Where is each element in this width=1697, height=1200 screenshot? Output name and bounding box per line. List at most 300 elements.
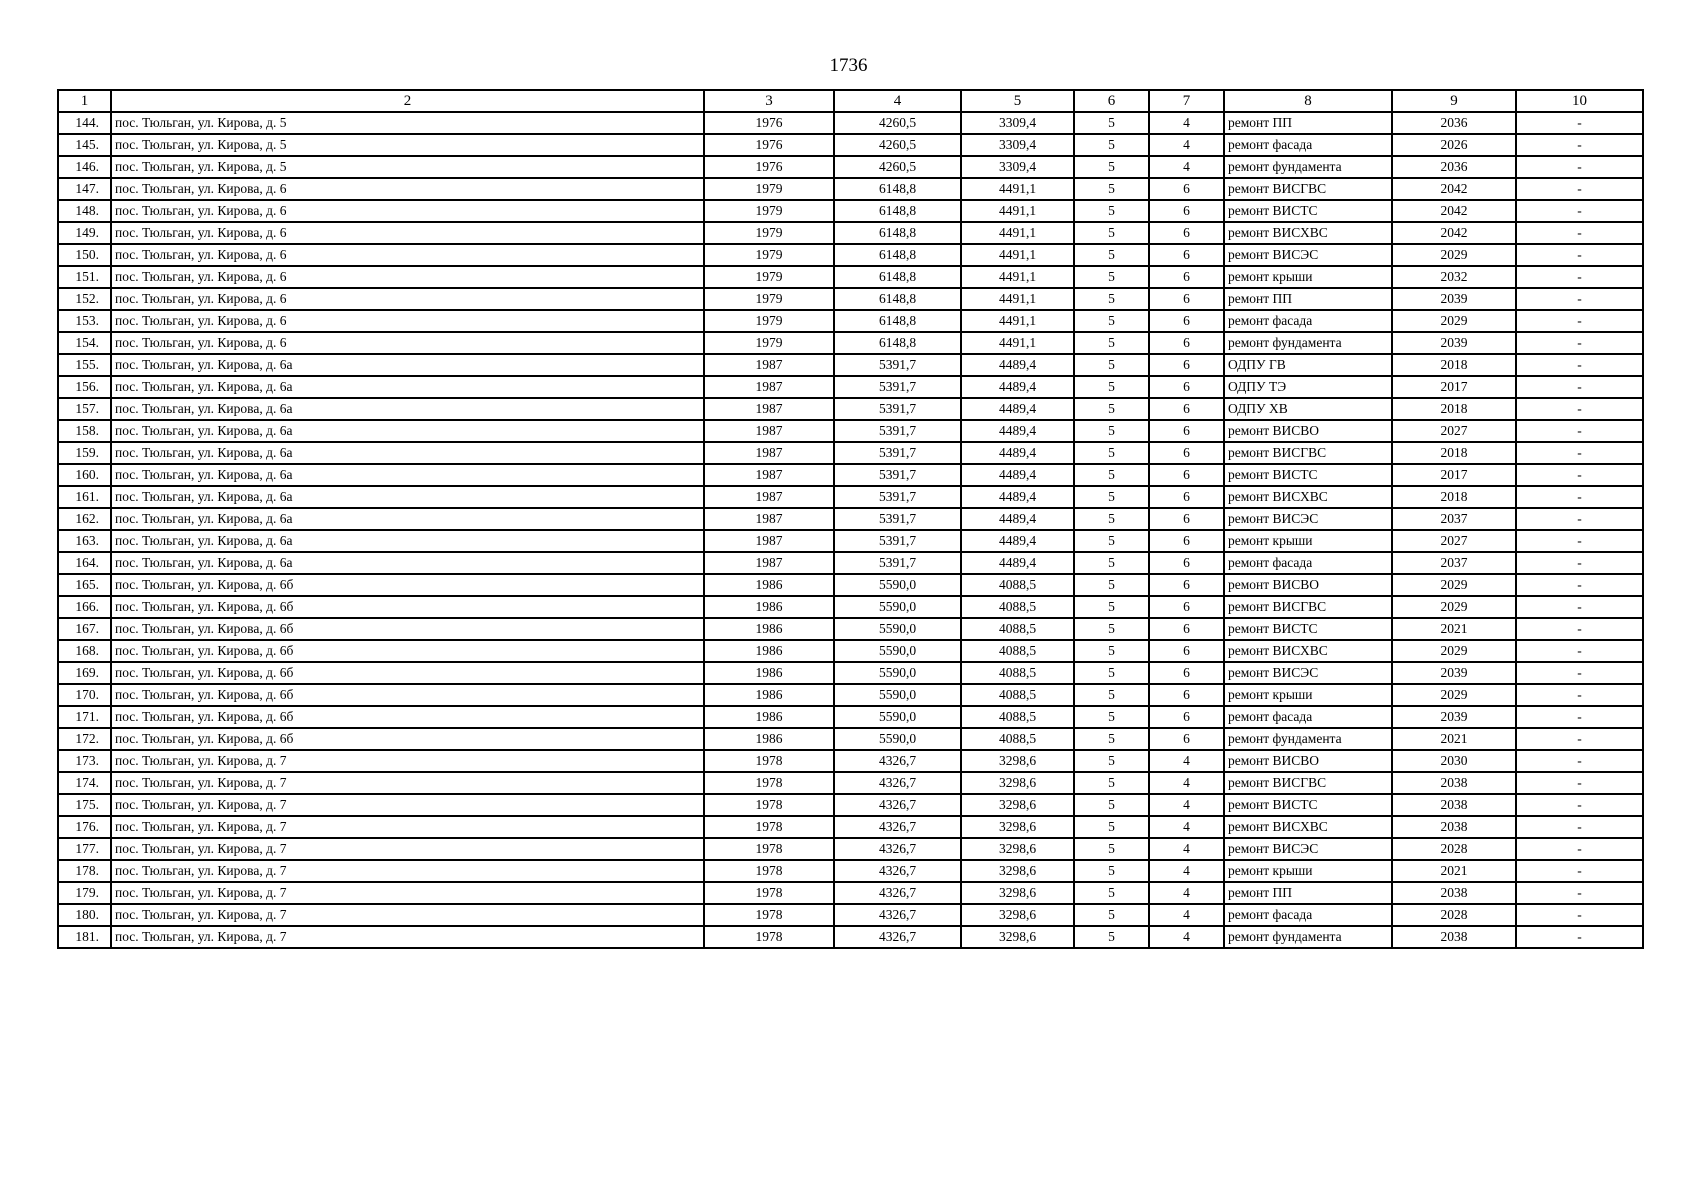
cell-planned-year: 2027 — [1392, 420, 1516, 442]
column-header: 8 — [1224, 90, 1392, 112]
table-row — [58, 618, 1643, 640]
cell-work-type: ремонт ВИСГВС — [1224, 772, 1392, 794]
cell-address: пос. Тюльган, ул. Кирова, д. 6б — [111, 618, 704, 640]
cell-total-area: 5590,0 — [834, 728, 961, 750]
cell-address: пос. Тюльган, ул. Кирова, д. 6 — [111, 200, 704, 222]
cell-row-number: 157. — [58, 398, 111, 420]
cell-work-type: ремонт ВИСГВС — [1224, 596, 1392, 618]
column-header: 10 — [1516, 90, 1643, 112]
cell-living-area: 4489,4 — [961, 442, 1074, 464]
cell-total-area: 4260,5 — [834, 112, 961, 134]
table-row — [58, 794, 1643, 816]
cell-floors: 5 — [1074, 750, 1149, 772]
cell-living-area: 4088,5 — [961, 574, 1074, 596]
cell-note: - — [1516, 508, 1643, 530]
cell-living-area: 4489,4 — [961, 508, 1074, 530]
cell-total-area: 5590,0 — [834, 640, 961, 662]
table-row — [58, 706, 1643, 728]
cell-row-number: 175. — [58, 794, 111, 816]
table-row — [58, 464, 1643, 486]
cell-work-type: ОДПУ ТЭ — [1224, 376, 1392, 398]
cell-address: пос. Тюльган, ул. Кирова, д. 6а — [111, 376, 704, 398]
cell-planned-year: 2028 — [1392, 904, 1516, 926]
cell-planned-year: 2042 — [1392, 200, 1516, 222]
cell-address: пос. Тюльган, ул. Кирова, д. 6 — [111, 288, 704, 310]
cell-entrances: 6 — [1149, 596, 1224, 618]
cell-entrances: 4 — [1149, 794, 1224, 816]
cell-entrances: 6 — [1149, 728, 1224, 750]
cell-total-area: 5391,7 — [834, 398, 961, 420]
cell-row-number: 172. — [58, 728, 111, 750]
cell-note: - — [1516, 486, 1643, 508]
cell-address: пос. Тюльган, ул. Кирова, д. 6а — [111, 486, 704, 508]
cell-total-area: 6148,8 — [834, 288, 961, 310]
cell-floors: 5 — [1074, 464, 1149, 486]
cell-total-area: 6148,8 — [834, 200, 961, 222]
cell-floors: 5 — [1074, 222, 1149, 244]
table-row — [58, 530, 1643, 552]
column-header: 3 — [704, 90, 834, 112]
cell-work-type: ремонт ВИСЭС — [1224, 838, 1392, 860]
cell-year-built: 1978 — [704, 860, 834, 882]
table-row — [58, 750, 1643, 772]
cell-work-type: ремонт крыши — [1224, 860, 1392, 882]
cell-note: - — [1516, 904, 1643, 926]
cell-total-area: 4326,7 — [834, 794, 961, 816]
cell-floors: 5 — [1074, 398, 1149, 420]
cell-floors: 5 — [1074, 706, 1149, 728]
cell-row-number: 160. — [58, 464, 111, 486]
cell-planned-year: 2028 — [1392, 838, 1516, 860]
cell-address: пос. Тюльган, ул. Кирова, д. 6а — [111, 398, 704, 420]
table-row — [58, 816, 1643, 838]
cell-work-type: ремонт ВИСХВС — [1224, 640, 1392, 662]
table-row — [58, 860, 1643, 882]
cell-planned-year: 2042 — [1392, 178, 1516, 200]
cell-row-number: 180. — [58, 904, 111, 926]
cell-work-type: ремонт фасада — [1224, 552, 1392, 574]
table-row — [58, 574, 1643, 596]
cell-planned-year: 2038 — [1392, 772, 1516, 794]
cell-planned-year: 2036 — [1392, 156, 1516, 178]
cell-planned-year: 2018 — [1392, 486, 1516, 508]
cell-entrances: 6 — [1149, 574, 1224, 596]
cell-year-built: 1987 — [704, 398, 834, 420]
cell-work-type: ремонт ВИСВО — [1224, 420, 1392, 442]
cell-work-type: ремонт фундамента — [1224, 332, 1392, 354]
cell-living-area: 4489,4 — [961, 486, 1074, 508]
cell-entrances: 4 — [1149, 134, 1224, 156]
cell-year-built: 1979 — [704, 222, 834, 244]
cell-entrances: 6 — [1149, 222, 1224, 244]
cell-note: - — [1516, 156, 1643, 178]
column-header: 4 — [834, 90, 961, 112]
cell-row-number: 162. — [58, 508, 111, 530]
cell-address: пос. Тюльган, ул. Кирова, д. 7 — [111, 838, 704, 860]
cell-total-area: 5391,7 — [834, 552, 961, 574]
table-body — [58, 112, 1643, 948]
cell-floors: 5 — [1074, 200, 1149, 222]
cell-work-type: ремонт ВИСХВС — [1224, 222, 1392, 244]
cell-total-area: 5590,0 — [834, 684, 961, 706]
cell-work-type: ремонт ВИСГВС — [1224, 442, 1392, 464]
cell-year-built: 1979 — [704, 310, 834, 332]
cell-entrances: 6 — [1149, 486, 1224, 508]
cell-work-type: ремонт ВИСВО — [1224, 574, 1392, 596]
cell-floors: 5 — [1074, 882, 1149, 904]
table-row — [58, 178, 1643, 200]
cell-work-type: ремонт ПП — [1224, 882, 1392, 904]
cell-address: пос. Тюльган, ул. Кирова, д. 6 — [111, 178, 704, 200]
cell-planned-year: 2036 — [1392, 112, 1516, 134]
cell-entrances: 6 — [1149, 442, 1224, 464]
cell-total-area: 5391,7 — [834, 442, 961, 464]
cell-living-area: 4489,4 — [961, 354, 1074, 376]
cell-total-area: 5391,7 — [834, 508, 961, 530]
cell-address: пос. Тюльган, ул. Кирова, д. 7 — [111, 794, 704, 816]
cell-note: - — [1516, 288, 1643, 310]
cell-note: - — [1516, 662, 1643, 684]
cell-entrances: 6 — [1149, 354, 1224, 376]
cell-total-area: 5590,0 — [834, 662, 961, 684]
cell-address: пос. Тюльган, ул. Кирова, д. 7 — [111, 926, 704, 948]
cell-work-type: ремонт крыши — [1224, 530, 1392, 552]
cell-row-number: 166. — [58, 596, 111, 618]
cell-row-number: 147. — [58, 178, 111, 200]
cell-living-area: 4088,5 — [961, 596, 1074, 618]
cell-address: пос. Тюльган, ул. Кирова, д. 6б — [111, 706, 704, 728]
cell-address: пос. Тюльган, ул. Кирова, д. 5 — [111, 112, 704, 134]
cell-total-area: 4260,5 — [834, 156, 961, 178]
cell-planned-year: 2021 — [1392, 618, 1516, 640]
cell-living-area: 3298,6 — [961, 882, 1074, 904]
cell-entrances: 6 — [1149, 420, 1224, 442]
cell-row-number: 181. — [58, 926, 111, 948]
cell-year-built: 1987 — [704, 354, 834, 376]
cell-living-area: 4088,5 — [961, 618, 1074, 640]
cell-year-built: 1976 — [704, 134, 834, 156]
cell-living-area: 4491,1 — [961, 288, 1074, 310]
cell-planned-year: 2037 — [1392, 552, 1516, 574]
cell-row-number: 146. — [58, 156, 111, 178]
cell-living-area: 4489,4 — [961, 420, 1074, 442]
cell-floors: 5 — [1074, 794, 1149, 816]
cell-address: пос. Тюльган, ул. Кирова, д. 7 — [111, 904, 704, 926]
cell-living-area: 4491,1 — [961, 244, 1074, 266]
cell-address: пос. Тюльган, ул. Кирова, д. 6а — [111, 552, 704, 574]
cell-note: - — [1516, 926, 1643, 948]
cell-living-area: 3309,4 — [961, 134, 1074, 156]
cell-year-built: 1987 — [704, 442, 834, 464]
cell-floors: 5 — [1074, 354, 1149, 376]
cell-row-number: 148. — [58, 200, 111, 222]
table-row — [58, 376, 1643, 398]
cell-planned-year: 2026 — [1392, 134, 1516, 156]
cell-floors: 5 — [1074, 112, 1149, 134]
cell-entrances: 6 — [1149, 376, 1224, 398]
cell-living-area: 4088,5 — [961, 640, 1074, 662]
table-row — [58, 486, 1643, 508]
cell-note: - — [1516, 684, 1643, 706]
cell-planned-year: 2017 — [1392, 376, 1516, 398]
cell-floors: 5 — [1074, 662, 1149, 684]
cell-entrances: 6 — [1149, 310, 1224, 332]
table-row — [58, 112, 1643, 134]
cell-entrances: 4 — [1149, 156, 1224, 178]
cell-total-area: 6148,8 — [834, 266, 961, 288]
cell-entrances: 4 — [1149, 816, 1224, 838]
cell-row-number: 173. — [58, 750, 111, 772]
cell-planned-year: 2021 — [1392, 860, 1516, 882]
cell-work-type: ремонт ВИСГВС — [1224, 178, 1392, 200]
cell-entrances: 6 — [1149, 266, 1224, 288]
cell-entrances: 6 — [1149, 398, 1224, 420]
cell-note: - — [1516, 552, 1643, 574]
cell-work-type: ремонт крыши — [1224, 266, 1392, 288]
cell-living-area: 3309,4 — [961, 156, 1074, 178]
cell-floors: 5 — [1074, 618, 1149, 640]
cell-living-area: 4491,1 — [961, 200, 1074, 222]
cell-floors: 5 — [1074, 332, 1149, 354]
table-row — [58, 552, 1643, 574]
cell-note: - — [1516, 200, 1643, 222]
cell-year-built: 1979 — [704, 244, 834, 266]
cell-row-number: 165. — [58, 574, 111, 596]
cell-planned-year: 2039 — [1392, 288, 1516, 310]
cell-work-type: ОДПУ ХВ — [1224, 398, 1392, 420]
cell-row-number: 170. — [58, 684, 111, 706]
cell-living-area: 4088,5 — [961, 684, 1074, 706]
cell-note: - — [1516, 178, 1643, 200]
cell-planned-year: 2029 — [1392, 684, 1516, 706]
cell-row-number: 164. — [58, 552, 111, 574]
cell-total-area: 5391,7 — [834, 376, 961, 398]
cell-total-area: 4326,7 — [834, 904, 961, 926]
cell-entrances: 6 — [1149, 706, 1224, 728]
cell-row-number: 171. — [58, 706, 111, 728]
cell-planned-year: 2018 — [1392, 442, 1516, 464]
cell-year-built: 1978 — [704, 772, 834, 794]
cell-note: - — [1516, 706, 1643, 728]
cell-living-area: 4489,4 — [961, 552, 1074, 574]
cell-row-number: 154. — [58, 332, 111, 354]
cell-work-type: ремонт ВИСХВС — [1224, 816, 1392, 838]
table-row — [58, 442, 1643, 464]
column-header: 5 — [961, 90, 1074, 112]
cell-address: пос. Тюльган, ул. Кирова, д. 6а — [111, 530, 704, 552]
cell-year-built: 1987 — [704, 486, 834, 508]
cell-work-type: ремонт фундамента — [1224, 728, 1392, 750]
cell-total-area: 5391,7 — [834, 486, 961, 508]
cell-living-area: 4491,1 — [961, 222, 1074, 244]
cell-floors: 5 — [1074, 904, 1149, 926]
cell-total-area: 4326,7 — [834, 772, 961, 794]
cell-floors: 5 — [1074, 486, 1149, 508]
column-header: 9 — [1392, 90, 1516, 112]
cell-entrances: 4 — [1149, 904, 1224, 926]
cell-year-built: 1987 — [704, 552, 834, 574]
table-row — [58, 662, 1643, 684]
column-header: 1 — [58, 90, 111, 112]
cell-work-type: ремонт ВИСЭС — [1224, 508, 1392, 530]
cell-address: пос. Тюльган, ул. Кирова, д. 6а — [111, 508, 704, 530]
cell-living-area: 4491,1 — [961, 178, 1074, 200]
cell-note: - — [1516, 838, 1643, 860]
cell-row-number: 174. — [58, 772, 111, 794]
cell-living-area: 4088,5 — [961, 706, 1074, 728]
cell-year-built: 1978 — [704, 838, 834, 860]
cell-entrances: 4 — [1149, 112, 1224, 134]
cell-address: пос. Тюльган, ул. Кирова, д. 6 — [111, 332, 704, 354]
cell-year-built: 1987 — [704, 376, 834, 398]
cell-work-type: ремонт ВИСЭС — [1224, 244, 1392, 266]
cell-note: - — [1516, 134, 1643, 156]
cell-note: - — [1516, 266, 1643, 288]
cell-floors: 5 — [1074, 926, 1149, 948]
cell-work-type: ОДПУ ГВ — [1224, 354, 1392, 376]
cell-note: - — [1516, 530, 1643, 552]
cell-living-area: 3298,6 — [961, 860, 1074, 882]
cell-work-type: ремонт фасада — [1224, 706, 1392, 728]
cell-note: - — [1516, 420, 1643, 442]
cell-note: - — [1516, 882, 1643, 904]
cell-total-area: 5391,7 — [834, 354, 961, 376]
cell-floors: 5 — [1074, 420, 1149, 442]
cell-planned-year: 2039 — [1392, 332, 1516, 354]
table-row — [58, 134, 1643, 156]
cell-living-area: 3298,6 — [961, 750, 1074, 772]
cell-total-area: 5590,0 — [834, 706, 961, 728]
cell-floors: 5 — [1074, 288, 1149, 310]
cell-floors: 5 — [1074, 530, 1149, 552]
cell-total-area: 4326,7 — [834, 926, 961, 948]
cell-note: - — [1516, 222, 1643, 244]
cell-planned-year: 2017 — [1392, 464, 1516, 486]
cell-floors: 5 — [1074, 860, 1149, 882]
cell-entrances: 4 — [1149, 838, 1224, 860]
cell-row-number: 177. — [58, 838, 111, 860]
cell-address: пос. Тюльган, ул. Кирова, д. 6 — [111, 244, 704, 266]
cell-work-type: ремонт крыши — [1224, 684, 1392, 706]
cell-planned-year: 2018 — [1392, 354, 1516, 376]
cell-entrances: 4 — [1149, 882, 1224, 904]
cell-address: пос. Тюльган, ул. Кирова, д. 6а — [111, 420, 704, 442]
cell-address: пос. Тюльган, ул. Кирова, д. 6б — [111, 684, 704, 706]
cell-entrances: 4 — [1149, 860, 1224, 882]
cell-note: - — [1516, 442, 1643, 464]
cell-planned-year: 2038 — [1392, 816, 1516, 838]
cell-year-built: 1987 — [704, 464, 834, 486]
cell-work-type: ремонт фасада — [1224, 310, 1392, 332]
cell-entrances: 6 — [1149, 662, 1224, 684]
cell-floors: 5 — [1074, 376, 1149, 398]
table-row — [58, 772, 1643, 794]
table-row — [58, 244, 1643, 266]
cell-note: - — [1516, 332, 1643, 354]
cell-note: - — [1516, 618, 1643, 640]
cell-year-built: 1986 — [704, 706, 834, 728]
cell-address: пос. Тюльган, ул. Кирова, д. 6а — [111, 442, 704, 464]
cell-row-number: 167. — [58, 618, 111, 640]
cell-year-built: 1986 — [704, 596, 834, 618]
cell-entrances: 6 — [1149, 178, 1224, 200]
cell-year-built: 1979 — [704, 200, 834, 222]
cell-year-built: 1987 — [704, 508, 834, 530]
cell-address: пос. Тюльган, ул. Кирова, д. 7 — [111, 816, 704, 838]
cell-living-area: 4489,4 — [961, 376, 1074, 398]
cell-total-area: 4326,7 — [834, 838, 961, 860]
table-row — [58, 596, 1643, 618]
cell-row-number: 158. — [58, 420, 111, 442]
cell-year-built: 1986 — [704, 618, 834, 640]
cell-address: пос. Тюльган, ул. Кирова, д. 6а — [111, 354, 704, 376]
cell-total-area: 5391,7 — [834, 464, 961, 486]
cell-planned-year: 2038 — [1392, 794, 1516, 816]
cell-address: пос. Тюльган, ул. Кирова, д. 6 — [111, 310, 704, 332]
cell-entrances: 4 — [1149, 750, 1224, 772]
cell-address: пос. Тюльган, ул. Кирова, д. 6 — [111, 266, 704, 288]
column-header: 7 — [1149, 90, 1224, 112]
table-row — [58, 310, 1643, 332]
cell-row-number: 161. — [58, 486, 111, 508]
cell-year-built: 1976 — [704, 156, 834, 178]
cell-year-built: 1978 — [704, 816, 834, 838]
cell-entrances: 4 — [1149, 926, 1224, 948]
cell-note: - — [1516, 354, 1643, 376]
cell-floors: 5 — [1074, 772, 1149, 794]
cell-note: - — [1516, 310, 1643, 332]
table-row — [58, 640, 1643, 662]
table-row — [58, 156, 1643, 178]
cell-year-built: 1978 — [704, 750, 834, 772]
cell-work-type: ремонт ВИСТС — [1224, 464, 1392, 486]
cell-work-type: ремонт фасада — [1224, 904, 1392, 926]
cell-work-type: ремонт фундамента — [1224, 926, 1392, 948]
cell-address: пос. Тюльган, ул. Кирова, д. 5 — [111, 156, 704, 178]
cell-year-built: 1986 — [704, 728, 834, 750]
cell-total-area: 6148,8 — [834, 244, 961, 266]
table-row — [58, 508, 1643, 530]
cell-note: - — [1516, 244, 1643, 266]
cell-address: пос. Тюльган, ул. Кирова, д. 6б — [111, 662, 704, 684]
column-header: 6 — [1074, 90, 1149, 112]
cell-entrances: 6 — [1149, 332, 1224, 354]
cell-note: - — [1516, 728, 1643, 750]
cell-row-number: 169. — [58, 662, 111, 684]
cell-floors: 5 — [1074, 728, 1149, 750]
table-row — [58, 200, 1643, 222]
cell-year-built: 1987 — [704, 530, 834, 552]
cell-total-area: 5590,0 — [834, 596, 961, 618]
cell-year-built: 1978 — [704, 904, 834, 926]
cell-year-built: 1979 — [704, 332, 834, 354]
cell-row-number: 163. — [58, 530, 111, 552]
cell-address: пос. Тюльган, ул. Кирова, д. 6б — [111, 728, 704, 750]
cell-work-type: ремонт ПП — [1224, 112, 1392, 134]
table-row — [58, 904, 1643, 926]
cell-work-type: ремонт ВИСЭС — [1224, 662, 1392, 684]
cell-entrances: 6 — [1149, 530, 1224, 552]
cell-note: - — [1516, 574, 1643, 596]
cell-address: пос. Тюльган, ул. Кирова, д. 7 — [111, 750, 704, 772]
cell-floors: 5 — [1074, 178, 1149, 200]
cell-row-number: 152. — [58, 288, 111, 310]
cell-note: - — [1516, 750, 1643, 772]
cell-floors: 5 — [1074, 508, 1149, 530]
cell-floors: 5 — [1074, 816, 1149, 838]
table-row — [58, 222, 1643, 244]
cell-floors: 5 — [1074, 574, 1149, 596]
